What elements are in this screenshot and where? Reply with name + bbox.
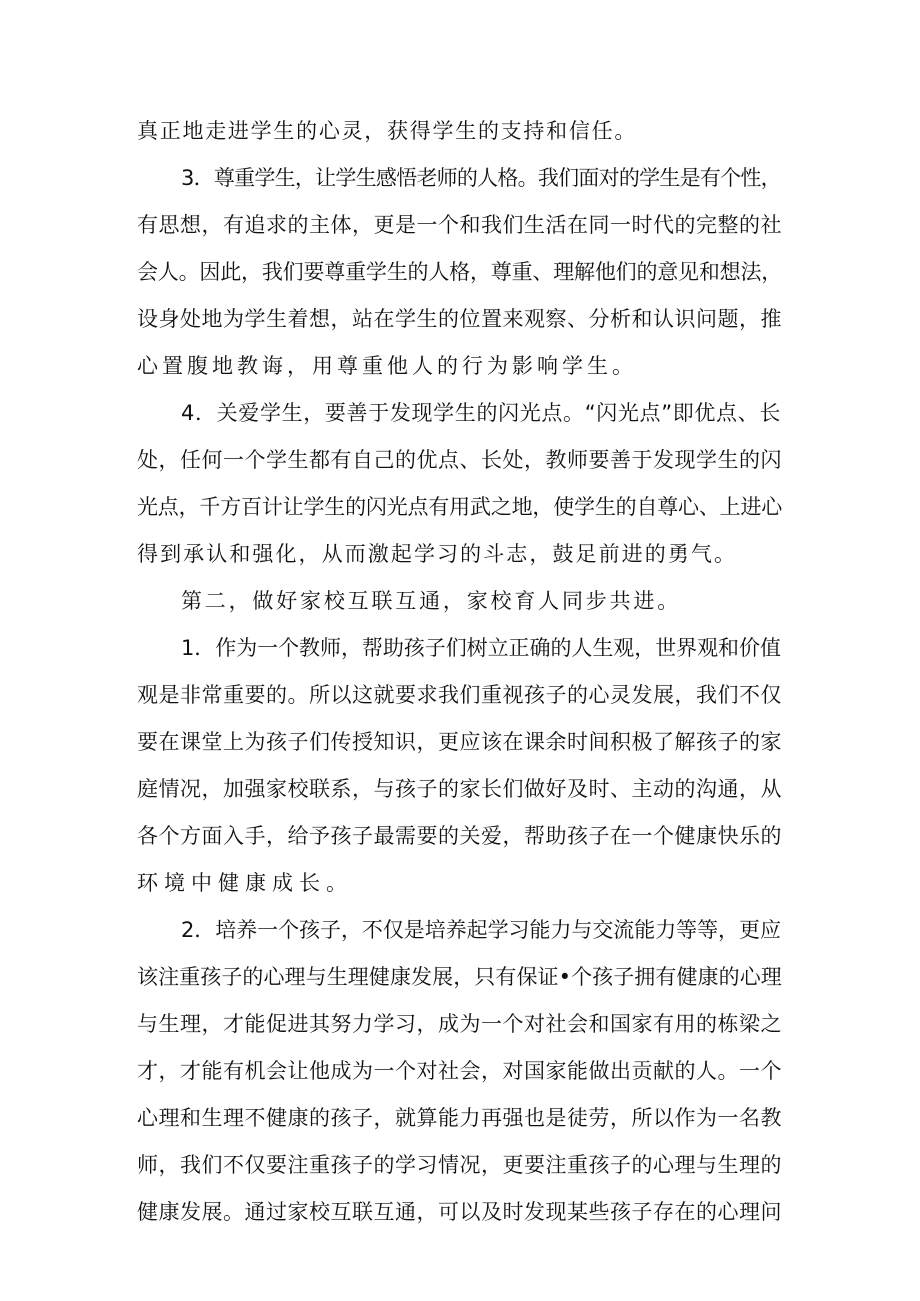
text-line: 第二，做好家校互联互通，家校育人同步共进。 <box>181 589 682 613</box>
text-line: 心置腹地教诲，用尊重他人的行为影响学生。 <box>137 354 637 378</box>
text-line: 3．尊重学生，让学生感悟老师的人格。我们面对的学生是有个性， <box>181 166 781 190</box>
text-line: 有思想，有追求的主体，更是一个和我们生活在同一时代的完整的社 <box>137 213 782 237</box>
text-line: 才，才能有机会让他成为一个对社会，对国家能做出贡献的人。一个 <box>137 1059 782 1083</box>
text-line: 该注重孩子的心理与生理健康发展，只有保证•个孩子拥有健康的心理 <box>137 965 782 989</box>
text-line: 处，任何一个学生都有自己的优点、长处，教师要善于发现学生的闪 <box>137 448 782 472</box>
text-line: 1．作为一个教师，帮助孩子们树立正确的人生观，世界观和价值 <box>181 636 781 660</box>
text-line: 与生理，才能促进其努力学习，成为一个对社会和国家有用的栋梁之 <box>137 1012 782 1036</box>
text-line: 真正地走进学生的心灵，获得学生的支持和信任。 <box>137 119 638 143</box>
text-line: 各个方面入手，给予孩子最需要的关爱，帮助孩子在一个健康快乐的 <box>137 824 782 848</box>
text-line: 心理和生理不健康的孩子，就算能力再强也是徒劳，所以作为一名教 <box>137 1106 782 1130</box>
text-line: 观是非常重要的。所以这就要求我们重视孩子的心灵发展，我们不仅 <box>137 683 782 707</box>
text-line: 师，我们不仅要注重孩子的学习情况，更要注重孩子的心理与生理的 <box>137 1153 782 1177</box>
text-line: 庭情况，加强家校联系，与孩子的家长们做好及时、主动的沟通，从 <box>137 777 782 801</box>
text-line: 设身处地为学生着想，站在学生的位置来观察、分析和认识问题，推 <box>137 307 782 331</box>
text-line: 2．培养一个孩子，不仅是培养起学习能力与交流能力等等，更应 <box>181 918 781 942</box>
text-line: 会人。因此，我们要尊重学生的人格，尊重、理解他们的意见和想法， <box>137 260 783 284</box>
text-line: 要在课堂上为孩子们传授知识，更应该在课余时间积极了解孩子的家 <box>137 730 782 754</box>
text-line: 得到承认和强化，从而激起学习的斗志，鼓足前进的勇气。 <box>137 542 738 566</box>
text-line: 4．关爱学生，要善于发现学生的闪光点。“闪光点”即优点、长 <box>181 401 781 425</box>
text-line: 环境中健康成长。 <box>137 871 353 895</box>
text-line: 健康发展。通过家校互联互通，可以及时发现某些孩子存在的心理问 <box>137 1200 782 1224</box>
text-line: 光点，千方百计让学生的闪光点有用武之地，使学生的自尊心、上进心 <box>137 495 783 519</box>
